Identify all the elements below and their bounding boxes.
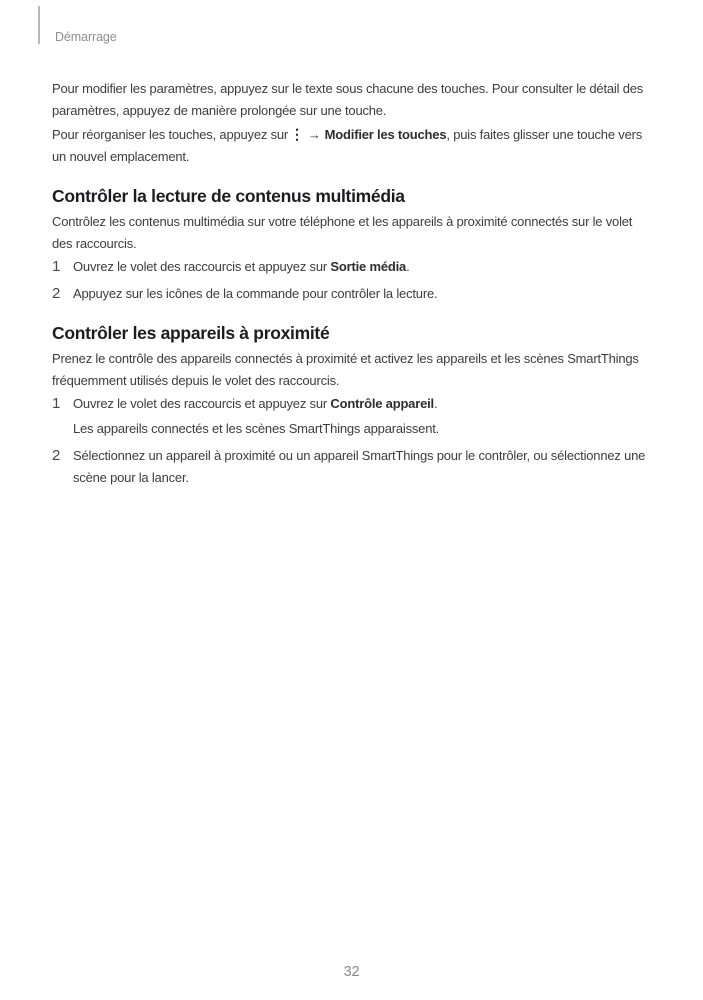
step-item	[52, 445, 650, 489]
step-line	[73, 396, 437, 411]
step-number: 1	[52, 395, 61, 412]
step-number: 1	[52, 258, 61, 275]
step-item	[52, 283, 650, 305]
text-run: , puis faites glisser une touche vers un nouvel emplacement.	[52, 127, 643, 164]
steps-media	[52, 256, 650, 305]
step-result-text: Les appareils connectés et les scènes SmartThings apparaissent.	[73, 421, 440, 436]
more-options-icon: ⋮	[290, 126, 304, 142]
page-content	[52, 78, 650, 489]
page-header	[38, 6, 703, 44]
section-media-body: Contrôlez les contenus multimédia sur votre téléphone et les appareils à proximité connectés sur le volet des raccourcis.	[52, 214, 633, 251]
section-heading-media: Contrôler la lecture de contenus multimédia	[52, 186, 405, 206]
button-label: Contrôle appareil	[330, 396, 434, 411]
step-item	[52, 393, 650, 440]
step-number: 2	[52, 447, 61, 464]
text-run: Ouvrez le volet des raccourcis et appuyez sur	[73, 396, 331, 411]
arrow-right-icon: →	[307, 127, 321, 142]
steps-devices	[52, 393, 650, 489]
button-label: Sortie média	[330, 259, 407, 274]
step-text	[73, 393, 650, 440]
page-number: 32	[343, 964, 360, 980]
step-text	[73, 256, 650, 278]
manual-page	[0, 6, 703, 1000]
text-run: Ouvrez le volet des raccourcis et appuyez sur	[73, 259, 331, 274]
step-number: 2	[52, 285, 61, 302]
text-run: .	[406, 259, 410, 274]
menu-path-label: Modifier les touches	[324, 127, 447, 142]
section-heading-devices: Contrôler les appareils à proximité	[52, 323, 330, 343]
intro-paragraph-2	[52, 123, 650, 168]
text-run: Sélectionnez un appareil à proximité ou un appareil SmartThings pour le contrôler, ou sélectionnez une scène pour la lancer.	[73, 448, 646, 485]
step-text	[73, 283, 650, 305]
breadcrumb: Démarrage	[55, 29, 117, 44]
text-run: Pour réorganiser les touches, appuyez sur	[52, 127, 289, 142]
step-item	[52, 256, 650, 278]
step-text	[73, 445, 650, 489]
section-devices-body: Prenez le contrôle des appareils connectés à proximité et activez les appareils et les scènes SmartThings fréquemment utilisés depuis le volet des raccourcis.	[52, 351, 639, 388]
text-run: .	[433, 396, 438, 411]
text-run: Appuyez sur les icônes de la commande pour contrôler la lecture.	[73, 286, 438, 301]
intro-paragraph-1: Pour modifier les paramètres, appuyez sur le texte sous chacune des touches. Pour consulter le détail des paramètres, appuyez de manière prolongée sur une touche.	[52, 81, 644, 118]
